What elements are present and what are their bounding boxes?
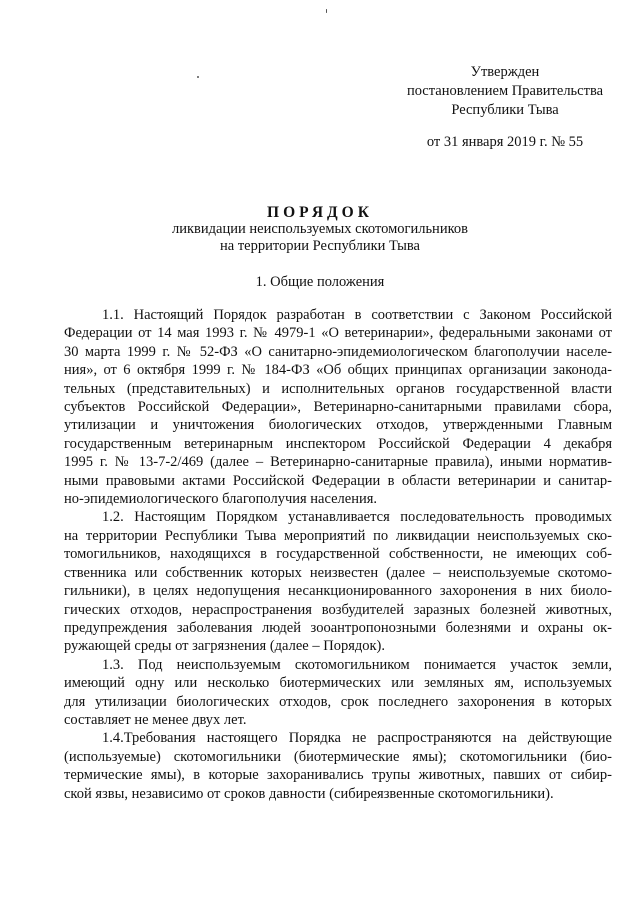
text-line: тельных (представительных) и исполнительных органов государственной власти xyxy=(64,380,612,397)
text-line: на территории Республики Тыва мероприятий по ликвидации неиспользуемых ско- xyxy=(64,527,612,544)
approval-line: постановлением Правительства xyxy=(406,83,604,99)
text-line: ружающей среды от загрязнения (далее – Порядок). xyxy=(64,638,385,655)
document-subtitle xyxy=(0,221,640,255)
text-line: предупреждения заболевания людей зооантропонозными болезнями и охраны ок- xyxy=(64,619,612,636)
document-title: ПОРЯДОК xyxy=(267,204,373,221)
approval-block xyxy=(390,63,620,152)
text-line: томогильников, находящихся в государственной собственности, не имеющих соб- xyxy=(64,546,612,563)
text-line: гических отходов, нераспространения возбудителей заразных болезней животных, xyxy=(64,601,612,618)
text-line: ния», от 6 октября 1999 г. № 184-ФЗ «Об общих принципах организации законода- xyxy=(64,362,612,379)
document-body xyxy=(64,306,612,803)
subtitle-line: на территории Республики Тыва xyxy=(220,238,420,254)
subtitle-line: ликвидации неиспользуемых скотомогильников xyxy=(172,221,468,237)
text-line: 30 марта 1999 г. № 52-ФЗ «О санитарно-эпидемиологическом благополучии населе- xyxy=(64,343,612,360)
text-line: ской язвы, независимо от сроков давности (сибиреязвенные скотомогильники). xyxy=(64,785,554,802)
approval-line: Республики Тыва xyxy=(451,102,559,118)
text-line: 1.2. Настоящим Порядком устанавливается последовательность проводимых xyxy=(102,509,612,526)
text-line: 1.4.Требования настоящего Порядка не распространяются на действующие xyxy=(102,730,612,747)
text-line: ственника или собственник которых неизвестен (далее – неиспользуемые скотомо- xyxy=(64,564,612,581)
text-line: 1.3. Под неиспользуемым скотомогильником понимается участок земли, xyxy=(102,656,612,673)
text-line: но-эпидемиологического благополучия населения. xyxy=(64,491,378,508)
text-line: государственным ветеринарным инспектором Российской Федерации 4 декабря xyxy=(64,435,612,452)
scan-speck xyxy=(326,9,327,13)
approval-date: от 31 января 2019 г. № 55 xyxy=(426,134,584,150)
approval-line: Утвержден xyxy=(470,64,540,80)
text-line: субъектов Российской Федерации», Ветеринарно-санитарными правилами сбора, xyxy=(64,399,612,416)
text-line: имеющий одну или несколько биотермических или земляных ям, используемых xyxy=(64,675,612,692)
text-line: термические ямы), в которые захоранивались трупы животных, павших от сибир- xyxy=(64,767,612,784)
text-line: для утилизации биологических отходов, срок последнего захоронения в которых xyxy=(64,693,612,710)
text-line: 1995 г. № 13-7-2/469 (далее – Ветеринарно-санитарные правила), иными норматив- xyxy=(64,454,612,471)
text-line: Федерации от 14 мая 1993 г. № 4979-1 «О ветеринарии», федеральными законами от xyxy=(64,325,612,342)
text-line: ными правовыми актами Российской Федерации в области ветеринарии и санитар- xyxy=(64,472,612,489)
text-line: утилизации и уничтожения биологических отходов, утвержденными Главным xyxy=(64,417,612,434)
text-line: гильники), в целях недопущения несанкционированного захоронения в них биоло- xyxy=(64,583,612,600)
scan-speck xyxy=(197,76,199,78)
text-line: 1.1. Настоящий Порядок разработан в соответствии с Законом Российской xyxy=(102,307,612,323)
text-line: составляет не менее двух лет. xyxy=(64,711,247,728)
text-line: (используемые) скотомогильники (биотермические ямы); скотомогильники (био- xyxy=(64,748,612,765)
section-heading: 1. Общие положения xyxy=(255,274,385,290)
